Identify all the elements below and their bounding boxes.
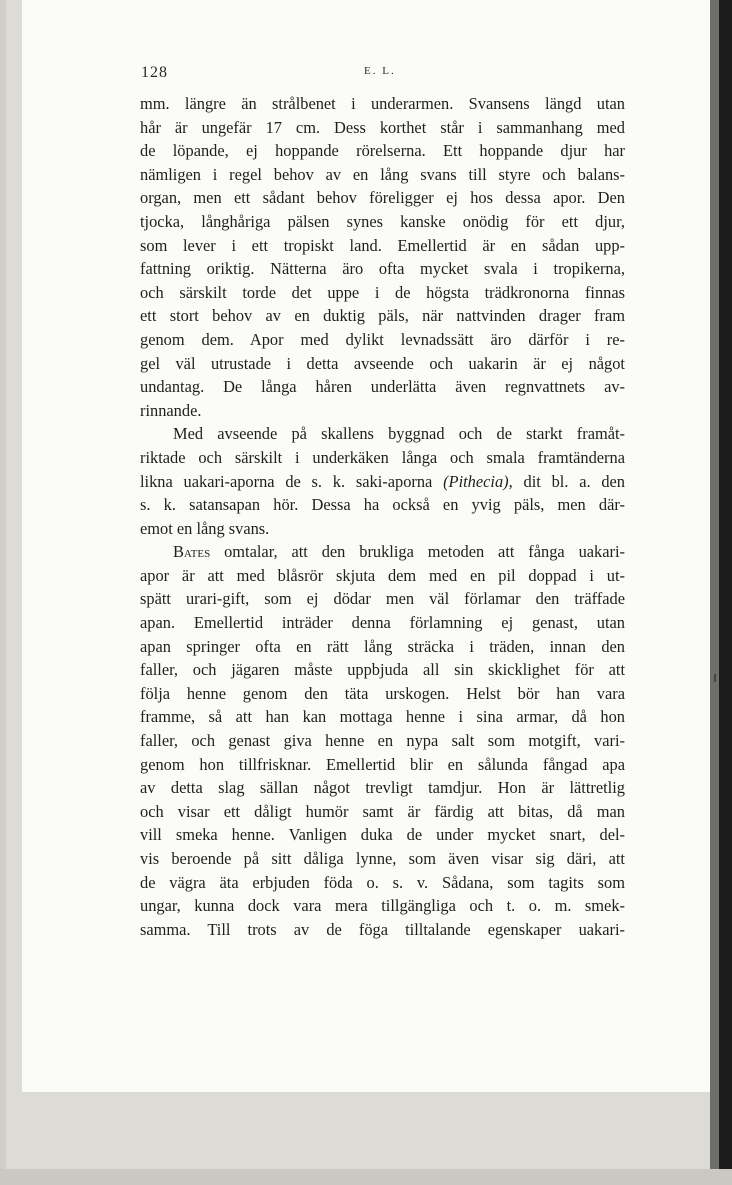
text-line: hår är ungefär 17 cm. Dess korthet står i sammanhang med (140, 117, 625, 137)
running-head: E. L. (364, 65, 396, 77)
text-line: och visar ett dåligt humör samt är färdig att bitas, då man (140, 801, 625, 821)
scan-bottom-edge (0, 1169, 732, 1185)
text-line: och särskilt torde det uppe i de högsta trädkronorna finnas (140, 282, 625, 302)
text-line: faller, och genast giva henne en nypa salt som motgift, vari- (140, 731, 625, 751)
text-fragment: omtalar, att den brukliga metoden att fånga uakari- (210, 542, 625, 562)
text-line: tjocka, långhåriga pälsen synes kanske onödig för ett djur, (140, 211, 625, 231)
margin-mark (714, 674, 716, 682)
text-line: fattning oriktig. Nätterna äro ofta mycket svala i tropikerna, (140, 259, 625, 279)
text-line: samma. Till trots av de föga tilltalande egenskaper uakari- (140, 919, 625, 939)
text-line: gel väl utrustade i detta avseende och uakarin är ej något (140, 353, 625, 373)
text-line: apan. Emellertid inträder denna förlamning ej genast, utan (140, 613, 625, 633)
text-line: ett stort behov av en duktig päls, när nattvinden drager fram (140, 306, 625, 326)
author-name: Bates (173, 542, 211, 562)
taxon-name: (Pithecia), (443, 471, 513, 491)
page-number: 128 (141, 64, 168, 81)
text-line: apor är att med blåsrör skjuta dem med en pil doppad i ut- (140, 565, 625, 585)
text-fragment: likna uakari-aporna de s. k. saki-aporna (140, 471, 444, 491)
text-line: Med avseende på skallens byggnad och de starkt framåt- (173, 424, 625, 444)
text-line: nämligen i regel behov av en lång svans till styre och balans- (140, 164, 625, 184)
text-line: undantag. De långa håren underlätta även regnvattnets av- (140, 377, 625, 397)
paragraph (140, 92, 625, 422)
text-line: de löpande, ej hoppande rörelserna. Ett hoppande djur har (140, 141, 625, 161)
text-line: vis beroende på sitt dåliga lynne, som även visar sig däri, att (140, 849, 625, 868)
text-line: som lever i ett tropiskt land. Emellertid är en sådan upp- (140, 235, 625, 255)
text-line: genom hon tillfrisknar. Emellertid blir en sålunda fångad apa (140, 754, 625, 774)
text-line: faller, och jägaren måste uppbjuda all sin skicklighet för att (140, 660, 625, 680)
text-line (140, 470, 625, 494)
paragraph (140, 422, 625, 540)
body-text (140, 92, 625, 941)
text-line: organ, men ett sådant behov föreligger ej hos dessa apor. Den (140, 188, 625, 208)
scan-binding-shadow (710, 0, 732, 1185)
text-fragment: dit bl. a. den (512, 471, 625, 491)
text-line: genom dem. Apor med dylikt levnadssätt äro därför i re- (140, 329, 625, 349)
text-line: emot en lång svans. (140, 518, 270, 538)
text-line (140, 540, 625, 564)
text-line: spätt urari-gift, som ej dödar men väl förlamar den träffade (140, 589, 625, 609)
text-line: de vägra äta erbjuden föda o. s. v. Sådana, som tagits som (140, 872, 625, 892)
text-line: vill smeka henne. Vanligen duka de under mycket snart, del- (140, 825, 625, 845)
text-line: s. k. satansapan hör. Dessa ha också en yvig päls, men där- (140, 495, 625, 515)
text-line: följa henne genom den täta urskogen. Helst bör han vara (140, 683, 625, 703)
page-header (141, 64, 625, 84)
paragraph (140, 540, 625, 941)
text-line: riktade och särskilt i underkäken långa och smala framtänderna (140, 447, 625, 467)
text-line: rinnande. (140, 400, 202, 420)
text-line: av detta slag sällan något trevligt tamdjur. Hon är lättretlig (140, 778, 625, 798)
text-line: framme, så att han kan mottaga henne i sina armar, då hon (140, 707, 625, 727)
text-line: apan springer ofta en rätt lång sträcka i träden, innan den (140, 636, 625, 656)
scan-left-edge (0, 0, 6, 1185)
text-line: ungar, kunna dock vara mera tillgängliga och t. o. m. smek- (140, 896, 625, 916)
text-line: mm. längre än strålbenet i underarmen. Svansens längd utan (140, 94, 625, 113)
